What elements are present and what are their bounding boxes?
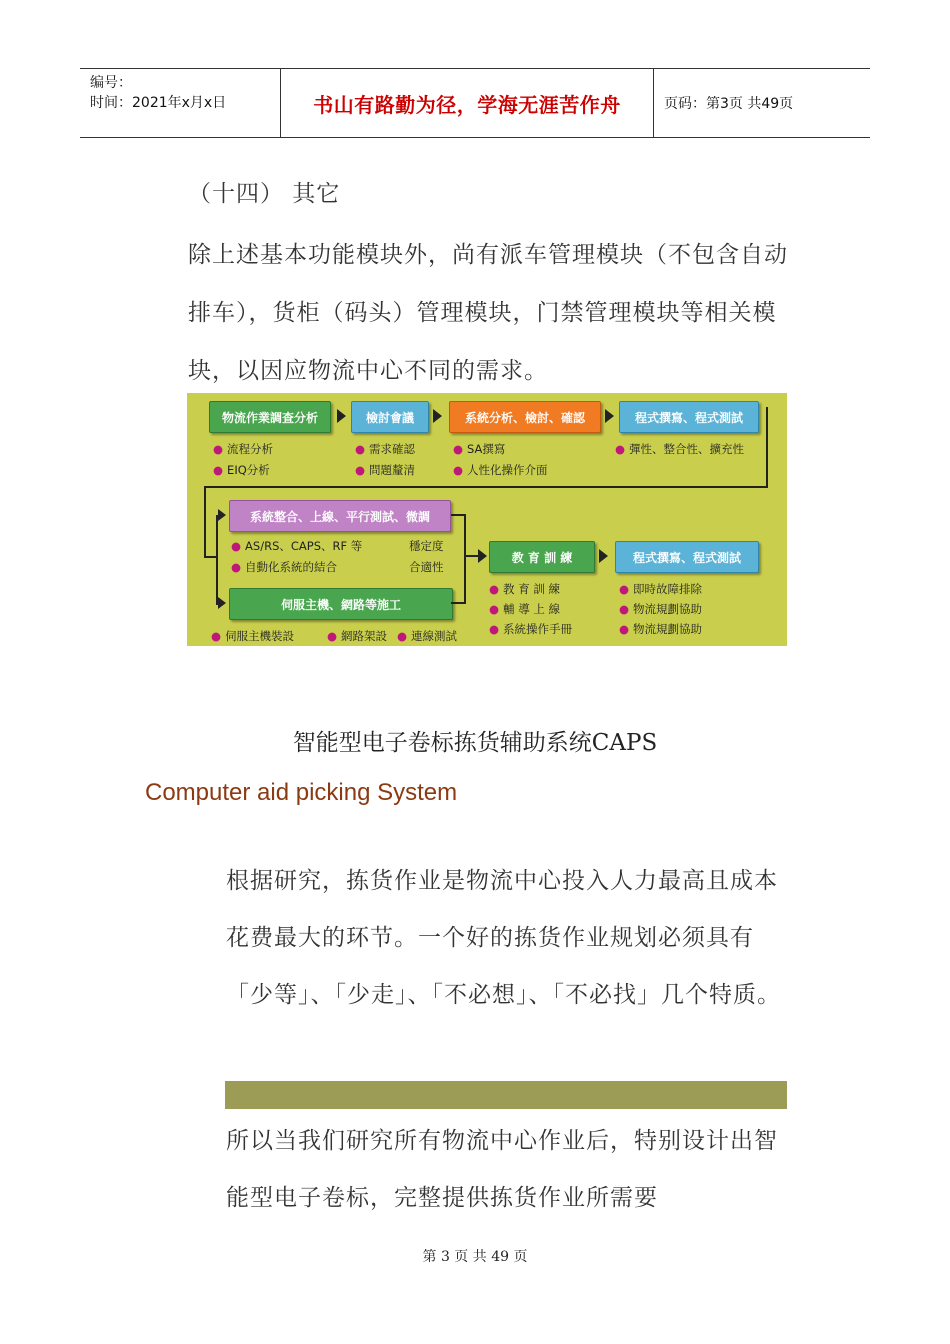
number-label: 编号： <box>90 75 132 91</box>
list-item: 系統操作手冊 <box>503 622 573 636</box>
box-review-meeting: 檢討會議 <box>351 401 429 433</box>
list-item: 即時故障排除 <box>633 582 703 596</box>
connector-line <box>464 555 478 557</box>
box-survey-analysis: 物流作業調查分析 <box>209 401 331 433</box>
box-server-network: 伺服主機、網路等施工 <box>229 588 453 620</box>
bullet-icon: ● <box>489 622 500 636</box>
process-flow-diagram <box>187 393 787 646</box>
connector-line <box>216 515 218 605</box>
list-item: 輔 導 上 線 <box>503 602 561 616</box>
section-paragraph: 除上述基本功能模块外，尚有派车管理模块（不包含自动排车），货柜（码头）管理模块，门禁管理模块等相关模块，以因应物流中心不同的需求。 <box>188 242 788 384</box>
bullet-icon: ● <box>619 582 630 596</box>
arrow-icon <box>433 409 442 423</box>
bullet-icon: ● <box>231 539 242 553</box>
connector-line <box>464 514 466 604</box>
bullet-icon: ● <box>453 442 464 456</box>
list-item: 合適性 <box>409 560 444 574</box>
list-item: 需求確認 <box>369 442 416 456</box>
arrow-icon <box>218 509 226 521</box>
connector-line <box>204 556 216 558</box>
english-title: Computer aid picking System <box>145 779 458 806</box>
list-item: SA撰寫 <box>467 442 506 456</box>
list-item: 人性化操作介面 <box>467 463 548 477</box>
connector-line <box>766 407 768 488</box>
bullet-icon: ● <box>213 442 224 456</box>
list-item: 物流規劃協助 <box>633 602 703 616</box>
list-item: EIQ分析 <box>227 463 270 477</box>
arrow-icon <box>605 409 614 423</box>
list-item: 問題釐清 <box>369 463 416 477</box>
list-item: 自動化系統的結合 <box>245 560 338 574</box>
bullet-icon: ● <box>397 629 408 643</box>
box-system-integration: 系統整合、上線、平行測試、微調 <box>229 500 451 532</box>
list-item: 物流規劃協助 <box>633 622 703 636</box>
arrow-icon <box>599 549 608 563</box>
page-header <box>80 68 870 138</box>
list-item: AS/RS、CAPS、RF 等 <box>245 539 363 553</box>
figure-caption: 智能型电子卷标拣货辅助系统CAPS <box>292 730 658 756</box>
bullet-icon: ● <box>355 463 366 477</box>
arrow-icon <box>337 409 346 423</box>
box-programming-testing: 程式撰寫、程式測試 <box>619 401 759 433</box>
bullet-icon: ● <box>489 582 500 596</box>
time-label: 时间：2021年x月x日 <box>90 95 227 111</box>
arrow-icon <box>218 597 226 609</box>
header-page-info: 页码：第3页 共49页 <box>664 96 794 112</box>
bullet-icon: ● <box>619 602 630 616</box>
bullet-icon: ● <box>327 629 338 643</box>
bullet-icon: ● <box>453 463 464 477</box>
bullet-icon: ● <box>619 622 630 636</box>
header-meta <box>80 69 281 137</box>
connector-line <box>204 486 768 488</box>
paragraph-picking-research: 根据研究，拣货作业是物流中心投入人力最高且成本花费最大的环节。一个好的拣货作业规划必须具有「少等」、「少走」、「不必想」、「不必找」几个特质。 <box>226 868 781 1008</box>
divider-band <box>225 1081 787 1109</box>
header-motto: 书山有路勤为径，学海无涯苦作舟 <box>281 69 654 137</box>
list-item: 伺服主機裝設 <box>225 629 295 643</box>
section-heading: （十四） 其它 <box>188 181 341 207</box>
list-item: 連線測試 <box>411 629 458 643</box>
paragraph-electronic-label: 所以当我们研究所有物流中心作业后，特别设计出智能型电子卷标，完整提供拣货作业所需要 <box>226 1128 778 1211</box>
bullet-icon: ● <box>231 560 242 574</box>
bullet-icon: ● <box>355 442 366 456</box>
bullet-icon: ● <box>489 602 500 616</box>
list-item: 穩定度 <box>409 539 444 553</box>
arrow-icon <box>478 549 487 563</box>
list-item: 流程分析 <box>227 442 274 456</box>
list-item: 網路架設 <box>341 629 388 643</box>
bullet-icon: ● <box>213 463 224 477</box>
connector-line <box>451 602 465 604</box>
box-training: 教 育 訓 練 <box>489 541 595 573</box>
box-system-analysis: 系統分析、檢討、確認 <box>449 401 601 433</box>
connector-line <box>451 514 465 516</box>
bullet-icon: ● <box>211 629 222 643</box>
box-programming-testing-2: 程式撰寫、程式測試 <box>615 541 759 573</box>
list-item: 教 育 訓 練 <box>503 582 561 596</box>
list-item: 彈性、整合性、擴充性 <box>629 442 745 456</box>
page-footer: 第 3 页 共 49 页 <box>422 1249 528 1265</box>
bullet-icon: ● <box>615 442 626 456</box>
connector-line <box>204 486 206 558</box>
